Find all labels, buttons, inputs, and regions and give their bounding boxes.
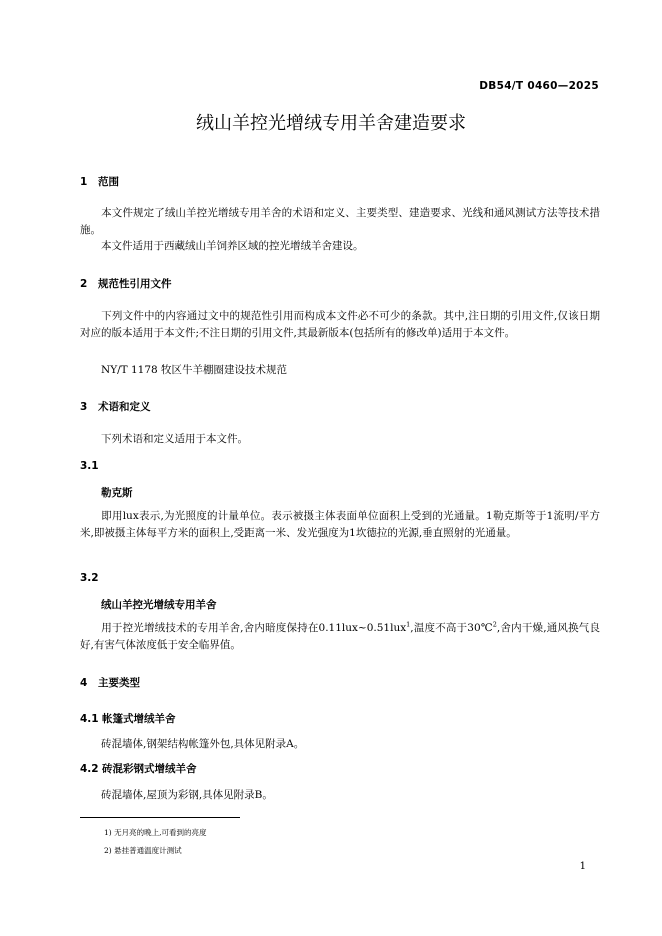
section-3-heading: [80, 399, 151, 414]
page-number: 1: [579, 861, 586, 872]
footnote-ref-2: 2: [492, 620, 497, 629]
section-3-title: 术语和定义: [98, 401, 151, 413]
section-1-number: 1: [80, 176, 88, 188]
section-4-2-title: 砖混彩钢式增绒羊舍: [102, 763, 197, 775]
footnote-separator: [80, 817, 240, 818]
footnote-2: 2) 悬挂普通温度计测试: [104, 846, 182, 855]
footnote-ref-1: 1: [406, 620, 411, 629]
normative-reference: NY/T 1178 牧区牛羊棚圈建设技术规范: [101, 364, 288, 376]
footnote-1: 1) 无月亮的晚上,可看到的亮度: [104, 828, 207, 837]
section-1-heading: [80, 174, 119, 189]
term-3-2-number: 3.2: [80, 572, 99, 584]
standard-code: DB54/T 0460—2025: [479, 80, 599, 92]
section-2-title: 规范性引用文件: [98, 278, 172, 290]
section-1-title: 范围: [98, 176, 119, 188]
term-3-1-title: 勒克斯: [101, 487, 133, 499]
term-3-2-title: 绒山羊控光增绒专用羊舍: [101, 599, 217, 611]
section-3-paragraph-1: 下列术语和定义适用于本文件。: [101, 433, 248, 445]
section-4-number: 4: [80, 677, 88, 689]
section-4-1-heading: [80, 711, 176, 726]
section-4-2-text: 砖混墙体,屋顶为彩钢,具体见附录B。: [101, 789, 273, 801]
term-3-1-definition: 即用lux表示,为光照度的计量单位。表示被摄主体表面单位面积上受到的光通量。1勒克斯等于1流明/平方米,即被摄主体每平方米的面积上,受距离一米、发光强度为1坎德拉的光源,垂直照射的光通量。: [80, 510, 600, 539]
term-3-2-definition: 用于控光增绒技术的专用羊舍,舍内暗度保持在0.11lux~0.51lux$^1$,温度不高于30℃$^2$,舍内干燥,通风换气良好,有害气体浓度低于安全临界值。: [80, 620, 600, 651]
section-1-paragraph-1: 本文件规定了绒山羊控光增绒专用羊舍的术语和定义、主要类型、建造要求、光线和通风测试方法等技术措施。: [80, 207, 600, 236]
term-3-1-number: 3.1: [80, 460, 99, 472]
section-4-title: 主要类型: [98, 677, 140, 689]
section-1-paragraph-2: 本文件适用于西藏绒山羊饲养区域的控光增绒羊舍建设。: [101, 240, 364, 252]
section-4-1-title: 帐篷式增绒羊舍: [102, 713, 176, 725]
section-4-1-text: 砖混墙体,钢架结构帐篷外包,具体见附录A。: [101, 738, 305, 750]
section-2-paragraph-1: 下列文件中的内容通过文中的规范性引用而构成本文件必不可少的条款。其中,注日期的引用文件,仅该日期对应的版本适用于本文件;不注日期的引用文件,其最新版本(包括所有的修改单)适用于本文件。: [80, 310, 600, 339]
document-title: 绒山羊控光增绒专用羊舍建造要求: [196, 113, 466, 134]
section-4-2-number: 4.2: [80, 763, 99, 775]
section-4-1-number: 4.1: [80, 713, 99, 725]
section-4-2-heading: [80, 761, 197, 776]
section-3-number: 3: [80, 401, 88, 413]
section-2-heading: [80, 276, 172, 291]
section-2-number: 2: [80, 278, 88, 290]
section-4-heading: [80, 675, 140, 690]
